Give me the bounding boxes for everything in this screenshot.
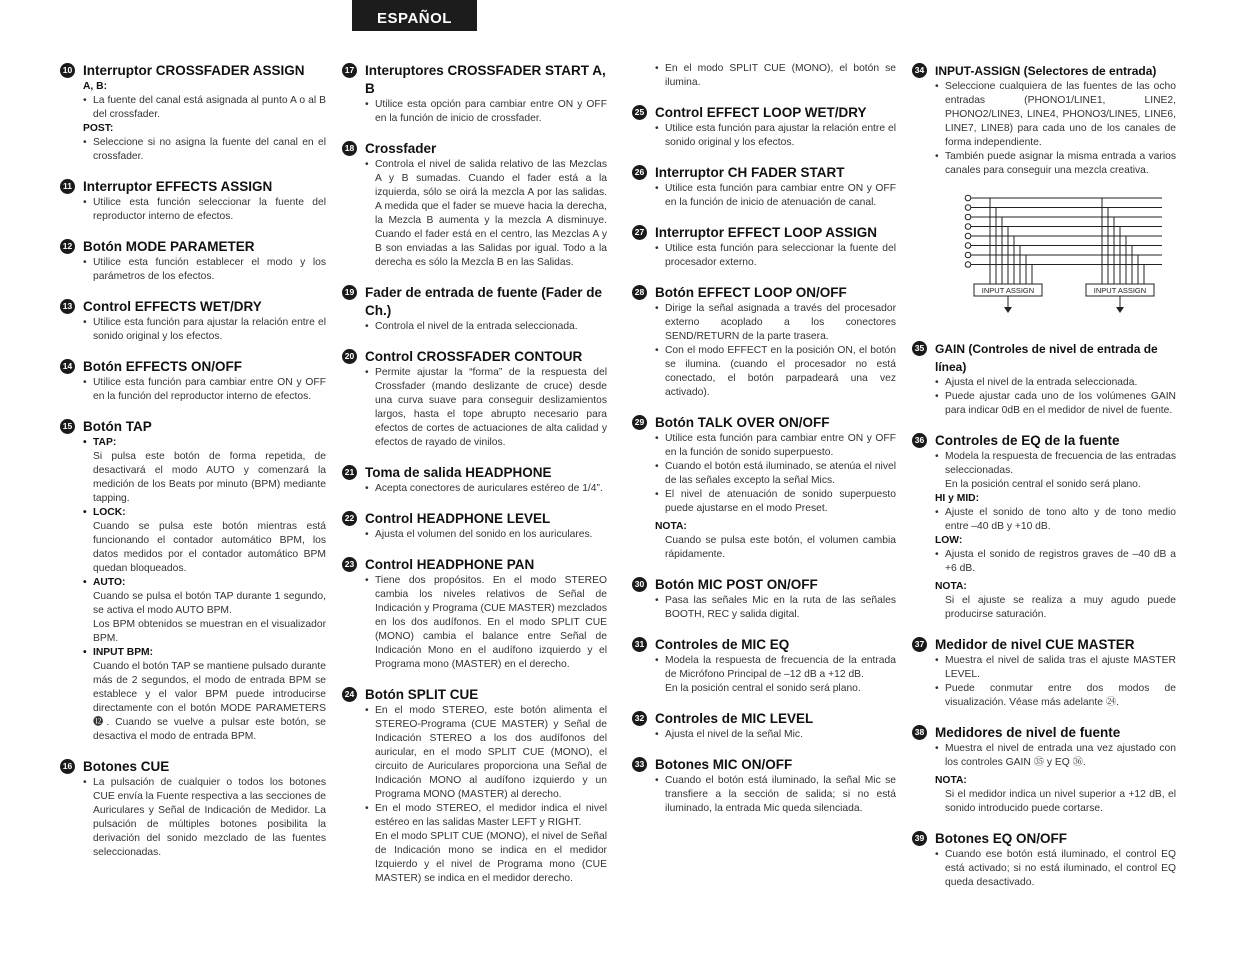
section-title: Control CROSSFADER CONTOUR bbox=[365, 349, 583, 364]
item-number-badge: 26 bbox=[632, 165, 647, 180]
section-body bbox=[912, 742, 1176, 816]
bullet-text: • Ajusta el volumen del sonido en los auriculares. bbox=[365, 528, 607, 542]
section-title: GAIN (Controles de nivel de entrada de línea) bbox=[935, 342, 1158, 374]
section-23 bbox=[342, 556, 607, 672]
section-19 bbox=[342, 284, 607, 334]
bullet-text: • Muestra el nivel de entrada una vez ajustado con los controles GAIN ㉟ y EQ ㊱. bbox=[935, 742, 1176, 770]
section-body bbox=[632, 62, 896, 90]
bullet-text: • Acepta conectores de auriculares estéreo de 1/4”. bbox=[365, 482, 607, 496]
item-number-badge: 23 bbox=[342, 557, 357, 572]
section-body bbox=[912, 376, 1176, 418]
bullet-text: • Controla el nivel de la entrada seleccionada. bbox=[365, 320, 607, 334]
input-assign-diagram bbox=[960, 192, 1185, 322]
sub-label: POST: bbox=[83, 123, 114, 134]
section-body bbox=[342, 574, 607, 672]
section-body bbox=[632, 182, 896, 210]
section-body bbox=[632, 728, 896, 742]
section-body bbox=[342, 320, 607, 334]
section-title: Crossfader bbox=[365, 141, 437, 156]
section-body bbox=[342, 482, 607, 496]
section-heading bbox=[632, 164, 896, 182]
section-body bbox=[632, 432, 896, 562]
section-heading bbox=[912, 830, 1176, 848]
section-24 bbox=[342, 686, 607, 886]
item-number-badge: 24 bbox=[342, 687, 357, 702]
body-text: Cuando se pulsa el botón TAP durante 1 segundo, se activa el modo AUTO BPM. bbox=[93, 591, 326, 616]
section-title: Botones MIC ON/OFF bbox=[655, 757, 793, 772]
input-terminal-icon bbox=[965, 262, 971, 268]
column-1 bbox=[60, 62, 326, 874]
section-title: Interuptores CROSSFADER START A, B bbox=[365, 63, 606, 96]
section-heading bbox=[632, 636, 896, 654]
bullet-text: • En el modo STEREO, el medidor indica el nivel estéreo en las salidas Master LEFT y RIGHT. bbox=[365, 802, 607, 830]
input-terminal-icon bbox=[965, 243, 971, 249]
item-number-badge: 31 bbox=[632, 637, 647, 652]
section-body bbox=[60, 316, 326, 344]
item-number-badge: 20 bbox=[342, 349, 357, 364]
section-body bbox=[632, 122, 896, 150]
section-13 bbox=[60, 298, 326, 344]
bullet-text: • Modela la respuesta de frecuencia de la entrada de Micrófono Principal de –12 dB a +12 dB. bbox=[655, 654, 896, 682]
bullet-text: • Ajusta el nivel de la entrada seleccionada. bbox=[935, 376, 1176, 390]
section-body bbox=[632, 594, 896, 622]
item-number-badge: 11 bbox=[60, 179, 75, 194]
section-20 bbox=[342, 348, 607, 450]
bullet-text: • Puede conmutar entre dos modos de visualización. Véase más adelante ㉔. bbox=[935, 682, 1176, 710]
bullet-text: • Con el modo EFFECT en la posición ON, el botón se ilumina. (cuando el procesador no está conectado, el botón parpadeará una vez activado). bbox=[655, 344, 896, 400]
bullet-text: • Ajusta el nivel de la señal Mic. bbox=[655, 728, 896, 742]
bullet-text: • Cuando el botón está iluminado, la señal Mic se transfiere a la sección de salida; si no está iluminado, la entrada Mic queda silenciada. bbox=[655, 774, 896, 816]
section-29 bbox=[632, 414, 896, 562]
section-heading bbox=[342, 686, 607, 704]
section-title: Fader de entrada de fuente (Fader de Ch.) bbox=[365, 285, 603, 318]
column-4-top bbox=[912, 62, 1176, 178]
section-body bbox=[912, 654, 1176, 710]
item-number-badge: 33 bbox=[632, 757, 647, 772]
section-title: Botones EQ ON/OFF bbox=[935, 831, 1068, 846]
bullet-text: • Puede ajustar cada uno de los volúmenes GAIN para indicar 0dB en el medidor de nivel de fuente. bbox=[935, 390, 1176, 418]
section-body bbox=[60, 196, 326, 224]
body-text: Cuando el botón TAP se mantiene pulsado durante más de 2 segundos, el modo de entrada BPM se establece y el valor BPM puede introducirse directamente con el botón MODE PARAMETERS ⓬. Cuando se vuelve a pulsar este botón, se desactiva el modo de entrada BPM. bbox=[93, 661, 326, 742]
language-tab: ESPAÑOL bbox=[352, 0, 477, 31]
section-heading bbox=[60, 418, 326, 436]
section-22 bbox=[342, 510, 607, 542]
body-text: En el modo SPLIT CUE (MONO), el nivel de Señal de Indicación mono se indica en el medidor Izquierdo y el nivel de Programa mono (CUE MASTER) se indica en el medidor derecho. bbox=[375, 831, 607, 884]
section-body bbox=[342, 98, 607, 126]
input-terminal-icon bbox=[965, 233, 971, 239]
section-title: Controles de EQ de la fuente bbox=[935, 433, 1120, 448]
section-title: Controles de MIC EQ bbox=[655, 637, 790, 652]
section-body bbox=[912, 80, 1176, 178]
item-number-badge: 19 bbox=[342, 285, 357, 300]
section-heading bbox=[60, 178, 326, 196]
section-heading bbox=[912, 636, 1176, 654]
item-number-badge: 32 bbox=[632, 711, 647, 726]
section-heading bbox=[60, 62, 326, 80]
section-33 bbox=[632, 756, 896, 816]
input-terminal-icon bbox=[965, 252, 971, 258]
section-heading bbox=[632, 710, 896, 728]
section-title: Controles de MIC LEVEL bbox=[655, 711, 814, 726]
section-heading bbox=[342, 140, 607, 158]
section-heading bbox=[912, 724, 1176, 742]
section-body bbox=[342, 158, 607, 270]
bullet-text: • Ajusta el sonido de registros graves de –40 dB a +6 dB. bbox=[935, 548, 1176, 576]
item-number-badge: 21 bbox=[342, 465, 357, 480]
section-body bbox=[912, 848, 1176, 890]
bullet-text: • Dirige la señal asignada a través del procesador externo acoplado a los conectores SEND/RETURN de la parte trasera. bbox=[655, 302, 896, 344]
body-text: En la posición central el sonido será plano. bbox=[665, 683, 861, 694]
section-title: Interruptor CROSSFADER ASSIGN bbox=[83, 63, 305, 78]
arrow-down-icon bbox=[1004, 307, 1012, 313]
input-assign-label-left: INPUT ASSIGN bbox=[981, 286, 1035, 295]
bullet-text: • Utilice esta función para cambiar entre ON y OFF en la función de inicio de atenuación de canal. bbox=[655, 182, 896, 210]
section-body bbox=[632, 774, 896, 816]
body-text: Los BPM obtenidos se muestran en el visualizador BPM. bbox=[93, 619, 326, 644]
column-4 bbox=[912, 62, 1176, 904]
sub-label: HI y MID: bbox=[935, 493, 980, 504]
section-heading bbox=[60, 758, 326, 776]
section-title: Botón EFFECT LOOP ON/OFF bbox=[655, 285, 847, 300]
section-title: Botón MIC POST ON/OFF bbox=[655, 577, 818, 592]
section-25 bbox=[632, 104, 896, 150]
column-3 bbox=[632, 62, 896, 830]
bullet-text: • Seleccione cualquiera de las fuentes de las ocho entradas (PHONO1/LINE1, LINE2, PHONO2/LINE3, LINE4, PHONO3/LINE5, LINE6, LINE7, LINE8) para cada uno de los canales de forma independiente. bbox=[935, 80, 1176, 150]
section-31 bbox=[632, 636, 896, 696]
section-title: Botón MODE PARAMETER bbox=[83, 239, 255, 254]
section-body bbox=[60, 776, 326, 860]
section-title: Control EFFECTS WET/DRY bbox=[83, 299, 262, 314]
bullet-text: • Utilice esta función establecer el modo y los parámetros de los efectos. bbox=[83, 256, 326, 284]
bullet-text: • En el modo STEREO, este botón alimenta el STEREO-Programa (CUE MASTER) y Señal de Indicación STEREO a los dos audífonos del auricular, en el modo SPLIT CUE (MONO), el circuito de Auriculares proporciona una Señal de Indicación MONO al audífono izquierdo y un Programa MONO (MASTER) al derecho. bbox=[365, 704, 607, 802]
bullet-text: • Tiene dos propósitos. En el modo STEREO cambia los niveles relativos de Señal de Indicación y Programa (CUE MASTER) mezclados en los dos audífonos. En el modo SPLIT CUE (MONO) cambia el balance entre Señal de Indicación Mono en el audífono izquierdo y el Programa mono (MASTER) en el derecho. bbox=[365, 574, 607, 672]
bullet-text: • Utilice esta función para cambiar entre ON y OFF en la función del reproductor interno de efectos. bbox=[83, 376, 326, 404]
section-heading bbox=[912, 432, 1176, 450]
section-cont bbox=[632, 62, 896, 90]
sub-label: A, B: bbox=[83, 81, 108, 92]
section-21 bbox=[342, 464, 607, 496]
section-body bbox=[60, 256, 326, 284]
item-number-badge: 39 bbox=[912, 831, 927, 846]
input-terminal-icon bbox=[965, 195, 971, 201]
section-heading bbox=[342, 464, 607, 482]
item-number-badge: 16 bbox=[60, 759, 75, 774]
section-17 bbox=[342, 62, 607, 126]
section-34 bbox=[912, 62, 1176, 178]
bullet-text: • Modela la respuesta de frecuencia de las entradas seleccionadas. bbox=[935, 450, 1176, 478]
bullet-text: • Permite ajustar la “forma” de la respuesta del Crossfader (mando deslizante de cruce) desde una curva suave para conseguir deslizamientos largos, hasta el tope abrupto necesario para efectos de cortes de actuaciones de alta calidad y efectos de rayado de vinilos. bbox=[365, 366, 607, 450]
section-title: Botón EFFECTS ON/OFF bbox=[83, 359, 242, 374]
item-number-badge: 36 bbox=[912, 433, 927, 448]
bullet-text: • Cuando ese botón está iluminado, el control EQ está activado; si no está iluminado, el control EQ queda desactivado. bbox=[935, 848, 1176, 890]
section-32 bbox=[632, 710, 896, 742]
section-28 bbox=[632, 284, 896, 400]
bullet-text: • Utilice esta función para cambiar entre ON y OFF en la función de sonido superpuesto. bbox=[655, 432, 896, 460]
section-heading bbox=[60, 238, 326, 256]
section-heading bbox=[632, 576, 896, 594]
bullet-text: • La fuente del canal está asignada al punto A o al B del crossfader. bbox=[83, 94, 326, 122]
body-text: Si el medidor indica un nivel superior a +12 dB, el sonido introducido puede cortarse. bbox=[945, 789, 1176, 814]
section-body bbox=[342, 704, 607, 886]
section-heading bbox=[632, 414, 896, 432]
note-label: NOTA: bbox=[655, 521, 687, 532]
section-body bbox=[60, 436, 326, 744]
section-title: Interruptor EFFECT LOOP ASSIGN bbox=[655, 225, 878, 240]
section-title: Botón TALK OVER ON/OFF bbox=[655, 415, 830, 430]
bullet-text: • La pulsación de cualquier o todos los botones CUE envía la Fuente respectiva a las secciones de Auriculares y Señal de Indicación de Medidor. La pulsación de múltiples botones posibilita la derivación del sonido mezclado de las fuentes seleccionadas. bbox=[83, 776, 326, 860]
input-assign-diagram-svg bbox=[960, 192, 1185, 322]
arrow-down-icon bbox=[1116, 307, 1124, 313]
item-number-badge: 22 bbox=[342, 511, 357, 526]
section-heading bbox=[632, 104, 896, 122]
sub-label: • LOCK: bbox=[83, 506, 326, 520]
section-title: Interruptor EFFECTS ASSIGN bbox=[83, 179, 273, 194]
bullet-text: • Utilice esta función para ajustar la relación entre el sonido original y los efectos. bbox=[655, 122, 896, 150]
section-12 bbox=[60, 238, 326, 284]
item-number-badge: 30 bbox=[632, 577, 647, 592]
section-heading bbox=[342, 284, 607, 320]
bullet-text: • También puede asignar la misma entrada a varios canales para conseguir una mezcla creativa. bbox=[935, 150, 1176, 178]
bullet-text: • Ajuste el sonido de tono alto y de tono medio entre –40 dB y +10 dB. bbox=[935, 506, 1176, 534]
section-title: Control HEADPHONE PAN bbox=[365, 557, 535, 572]
section-title: INPUT-ASSIGN (Selectores de entrada) bbox=[935, 64, 1157, 78]
bullet-text: • Utilice esta función para seleccionar la fuente del procesador externo. bbox=[655, 242, 896, 270]
section-38 bbox=[912, 724, 1176, 816]
section-35 bbox=[912, 340, 1176, 418]
bullet-text: • Controla el nivel de salida relativo de las Mezclas A y B sumadas. Cuando el fader está a la izquierda, sólo se oirá la mezcla A por las salidas. A medida que el fader se mueve hacia la derecha, la Mezcla B aumenta y la mezcla A disminuye. Cuando el fader está en el centro, las Mezclas A y B son enviadas a las Salidas por igual. Todo a la derecha es sólo la Mezcla B en las Salidas. bbox=[365, 158, 607, 270]
section-body bbox=[632, 302, 896, 400]
section-title: Botón SPLIT CUE bbox=[365, 687, 479, 702]
sub-label: • TAP: bbox=[83, 436, 326, 450]
item-number-badge: 17 bbox=[342, 63, 357, 78]
section-heading bbox=[342, 348, 607, 366]
note-label: NOTA: bbox=[935, 775, 967, 786]
note-label: NOTA: bbox=[935, 581, 967, 592]
section-title: Medidores de nivel de fuente bbox=[935, 725, 1121, 740]
bullet-text: • En el modo SPLIT CUE (MONO), el botón se ilumina. bbox=[655, 62, 896, 90]
item-number-badge: 10 bbox=[60, 63, 75, 78]
section-title: Medidor de nivel CUE MASTER bbox=[935, 637, 1135, 652]
column-4-bottom bbox=[912, 340, 1176, 890]
section-39 bbox=[912, 830, 1176, 890]
section-heading bbox=[912, 62, 1176, 80]
section-body bbox=[60, 80, 326, 164]
section-heading bbox=[60, 358, 326, 376]
section-title: Botón TAP bbox=[83, 419, 152, 434]
section-heading bbox=[342, 556, 607, 574]
bullet-text: • Utilice esta función para ajustar la relación entre el sonido original y los efectos. bbox=[83, 316, 326, 344]
sub-label: LOW: bbox=[935, 535, 963, 546]
input-assign-label-right: INPUT ASSIGN bbox=[1093, 286, 1147, 295]
section-heading bbox=[342, 510, 607, 528]
item-number-badge: 28 bbox=[632, 285, 647, 300]
bullet-text: • Utilice esta opción para cambiar entre ON y OFF en la función de inicio de crossfader. bbox=[365, 98, 607, 126]
section-title: Interruptor CH FADER START bbox=[655, 165, 845, 180]
body-text: Cuando se pulsa este botón mientras está funcionando el contador automático BPM, los datos medidos por el contador automático BPM quedan bloqueados. bbox=[93, 521, 326, 574]
item-number-badge: 34 bbox=[912, 63, 927, 78]
section-title: Toma de salida HEADPHONE bbox=[365, 465, 552, 480]
bullet-text: • Muestra el nivel de salida tras el ajuste MASTER LEVEL. bbox=[935, 654, 1176, 682]
section-title: Control HEADPHONE LEVEL bbox=[365, 511, 551, 526]
section-heading bbox=[342, 62, 607, 98]
section-body bbox=[912, 450, 1176, 622]
section-title: Botones CUE bbox=[83, 759, 170, 774]
section-body bbox=[342, 366, 607, 450]
sub-label: • INPUT BPM: bbox=[83, 646, 326, 660]
bullet-text: • Cuando el botón está iluminado, se atenúa el nivel de las señales excepto la señal Mics. bbox=[655, 460, 896, 488]
item-number-badge: 12 bbox=[60, 239, 75, 254]
bullet-text: • Utilice esta función seleccionar la fuente del reproductor interno de efectos. bbox=[83, 196, 326, 224]
section-14 bbox=[60, 358, 326, 404]
input-terminal-icon bbox=[965, 214, 971, 220]
item-number-badge: 25 bbox=[632, 105, 647, 120]
item-number-badge: 15 bbox=[60, 419, 75, 434]
column-2 bbox=[342, 62, 607, 900]
item-number-badge: 13 bbox=[60, 299, 75, 314]
item-number-badge: 18 bbox=[342, 141, 357, 156]
section-body bbox=[632, 654, 896, 696]
body-text: En la posición central el sonido será plano. bbox=[945, 479, 1141, 490]
item-number-badge: 38 bbox=[912, 725, 927, 740]
section-heading bbox=[632, 284, 896, 302]
section-heading bbox=[912, 340, 1176, 376]
item-number-badge: 14 bbox=[60, 359, 75, 374]
section-title: Control EFFECT LOOP WET/DRY bbox=[655, 105, 867, 120]
section-body bbox=[60, 376, 326, 404]
section-10 bbox=[60, 62, 326, 164]
input-terminal-icon bbox=[965, 224, 971, 230]
section-15 bbox=[60, 418, 326, 744]
section-27 bbox=[632, 224, 896, 270]
item-number-badge: 37 bbox=[912, 637, 927, 652]
bullet-text: • El nivel de atenuación de sonido superpuesto puede ajustarse en el modo Preset. bbox=[655, 488, 896, 516]
bullet-text: • Seleccione si no asigna la fuente del canal en el crossfader. bbox=[83, 136, 326, 164]
bullet-text: • Pasa las señales Mic en la ruta de las señales BOOTH, REC y salida digital. bbox=[655, 594, 896, 622]
body-text: Si pulsa este botón de forma repetida, de desactivará el modo AUTO y comenzará la medición de los Beats por minuto (BPM) mediante tapping. bbox=[93, 451, 326, 504]
section-26 bbox=[632, 164, 896, 210]
section-11 bbox=[60, 178, 326, 224]
section-body bbox=[632, 242, 896, 270]
section-body bbox=[342, 528, 607, 542]
body-text: Cuando se pulsa este botón, el volumen cambia rápidamente. bbox=[665, 535, 896, 560]
sub-label: • AUTO: bbox=[83, 576, 326, 590]
item-number-badge: 29 bbox=[632, 415, 647, 430]
section-heading bbox=[632, 756, 896, 774]
section-16 bbox=[60, 758, 326, 860]
input-terminal-icon bbox=[965, 205, 971, 211]
section-18 bbox=[342, 140, 607, 270]
section-37 bbox=[912, 636, 1176, 710]
section-heading bbox=[60, 298, 326, 316]
item-number-badge: 35 bbox=[912, 341, 927, 356]
section-30 bbox=[632, 576, 896, 622]
item-number-badge: 27 bbox=[632, 225, 647, 240]
section-36 bbox=[912, 432, 1176, 622]
section-heading bbox=[632, 224, 896, 242]
body-text: Si el ajuste se realiza a muy agudo puede producirse saturación. bbox=[945, 595, 1176, 620]
